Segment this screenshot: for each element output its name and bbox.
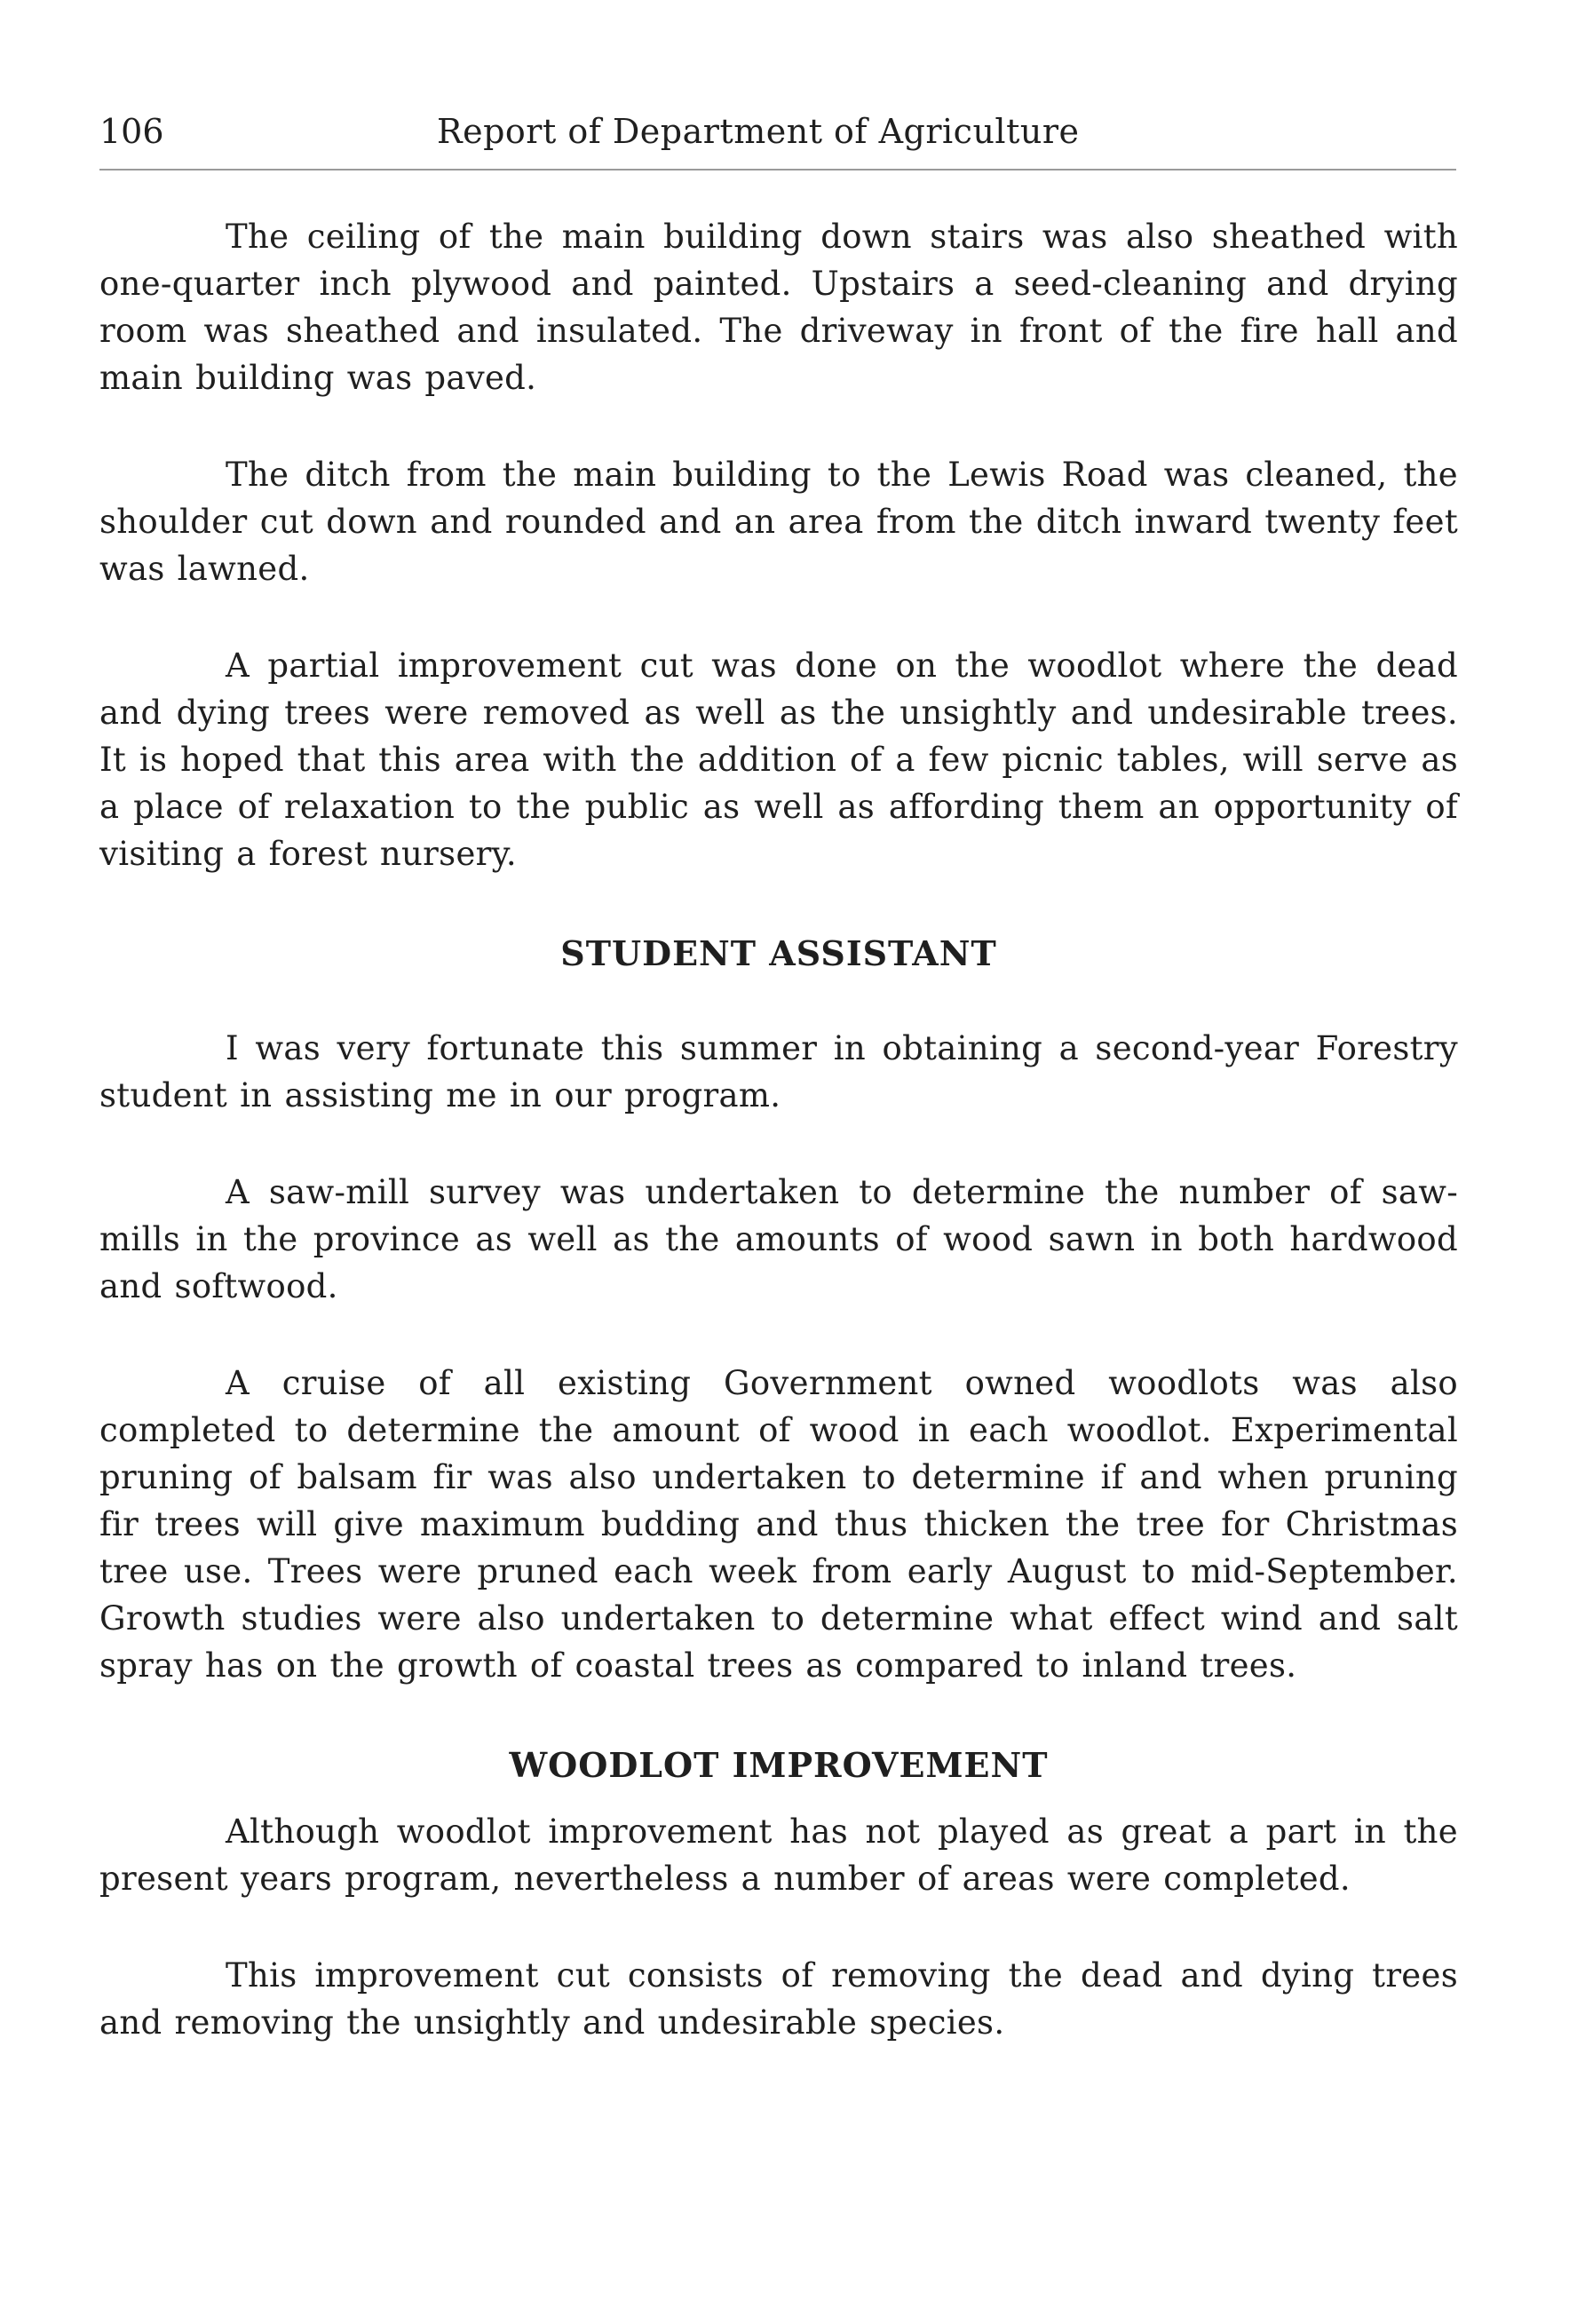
page-number: 106 bbox=[99, 112, 164, 151]
running-header bbox=[99, 105, 1458, 158]
paragraph-partial-improvement: A partial improvement cut was done on the woodlot where the dead and dying trees were removed as well as the unsightly and undesirable trees. It is hoped that this area with the addition of a few picnic tables, will serve as a place of relaxation to the public as well as affording them an opportunity of visiting a forest nursery. bbox=[99, 646, 1458, 873]
paragraph-saw-mill-survey: A saw-mill survey was undertaken to determine the number of saw-mills in the province as well as the amounts of wood sawn in both hardwood and softwood. bbox=[99, 1173, 1458, 1305]
document-body bbox=[99, 213, 1458, 2046]
header-divider bbox=[99, 169, 1456, 171]
paragraph-student: I was very fortunate this summer in obtaining a second-year Forestry student in assisting me in our program. bbox=[99, 1029, 1458, 1114]
paragraph-cruise: A cruise of all existing Government owned woodlots was also completed to determine the amount of wood in each woodlot. Experimental pruning of balsam fir was also undertaken to determine if and when pruning fir trees will give maximum budding and thus thicken the tree for Christmas tree use. Trees were pruned each week from early August to mid-September. Growth studies were also undertaken to determine what effect wind and salt spray has on the growth of coastal trees as compared to inland trees. bbox=[99, 1364, 1458, 1685]
paragraph-woodlot-intro: Although woodlot improvement has not played as great a part in the present years program, nevertheless a number of areas were completed. bbox=[99, 1812, 1458, 1898]
running-title: Report of Department of Agriculture bbox=[437, 112, 1080, 151]
paragraph-ditch: The ditch from the main building to the Lewis Road was cleaned, the shoulder cut down and rounded and an area from the ditch inward twenty feet was lawned. bbox=[99, 456, 1458, 588]
paragraph-ceiling: The ceiling of the main building down stairs was also sheathed with one-quarter inch plywood and painted. Upstairs a seed-cleaning and drying room was sheathed and insulated. The driveway in front of the fire hall and main building was paved. bbox=[99, 218, 1458, 397]
section-heading-woodlot-improvement: WOODLOT IMPROVEMENT bbox=[509, 1745, 1049, 1785]
section-heading-student-assistant: STUDENT ASSISTANT bbox=[560, 933, 997, 973]
paragraph-improvement-cut: This improvement cut consists of removing the dead and dying trees and removing the unsightly and undesirable species. bbox=[99, 1956, 1458, 2042]
